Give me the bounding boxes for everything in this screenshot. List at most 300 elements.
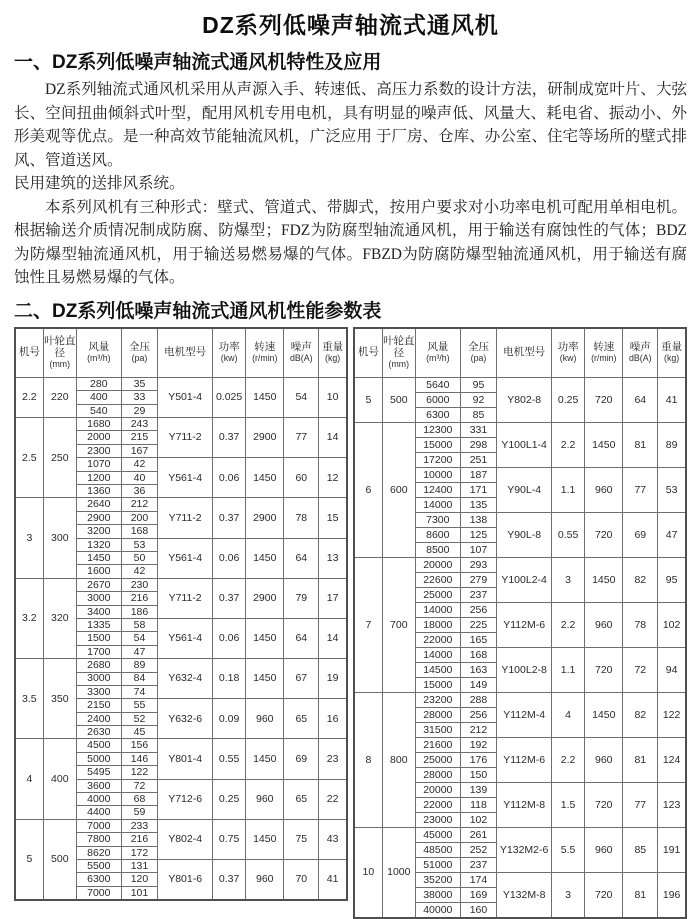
- cell-speed: 1450: [246, 538, 284, 578]
- cell-airflow: 2900: [76, 511, 121, 524]
- cell-diameter: 300: [43, 498, 76, 578]
- cell-machine-no: 4: [15, 739, 43, 819]
- cell-pressure: 74: [121, 685, 158, 698]
- cell-pressure: 212: [121, 498, 158, 511]
- table-row: [354, 422, 686, 437]
- page-title: DZ系列低噪声轴流式通风机: [202, 12, 499, 38]
- cell-noise: 64: [284, 538, 319, 578]
- cell-pressure: 279: [460, 572, 497, 587]
- cell-airflow: 1600: [76, 565, 121, 578]
- table-row: [15, 739, 347, 752]
- cell-motor-model: Y801-6: [158, 859, 213, 900]
- cell-pressure: 261: [460, 827, 497, 842]
- cell-pressure: 168: [460, 647, 497, 662]
- cell-motor-model: Y711-2: [158, 498, 213, 538]
- cell-airflow: 3600: [76, 779, 121, 792]
- col-header-pressure: 全压 (pa): [460, 328, 497, 378]
- cell-airflow: 6300: [415, 407, 460, 422]
- cell-pressure: 146: [121, 752, 158, 765]
- cell-pressure: 256: [460, 707, 497, 722]
- cell-pressure: 85: [460, 407, 497, 422]
- cell-airflow: 2300: [76, 444, 121, 457]
- cell-airflow: 1320: [76, 538, 121, 551]
- cell-motor-model: Y561-4: [158, 458, 213, 498]
- cell-machine-no: 3.2: [15, 578, 43, 658]
- cell-power: 0.06: [213, 458, 246, 498]
- cell-pressure: 192: [460, 737, 497, 752]
- cell-motor-model: Y712-6: [158, 779, 213, 819]
- cell-speed: 960: [585, 602, 623, 647]
- cell-motor-model: Y90L-8: [497, 512, 552, 557]
- cell-noise: 78: [284, 498, 319, 538]
- cell-pressure: 101: [121, 886, 158, 900]
- cell-airflow: 1450: [76, 552, 121, 565]
- cell-pressure: 122: [121, 766, 158, 779]
- cell-noise: 65: [284, 699, 319, 739]
- cell-weight: 41: [319, 859, 347, 900]
- cell-pressure: 72: [121, 779, 158, 792]
- cell-weight: 10: [319, 377, 347, 417]
- cell-motor-model: Y501-4: [158, 377, 213, 417]
- cell-pressure: 216: [121, 592, 158, 605]
- cell-airflow: 17200: [415, 452, 460, 467]
- table-row: [15, 377, 347, 390]
- cell-pressure: 230: [121, 578, 158, 591]
- cell-noise: 60: [284, 458, 319, 498]
- col-header-noise: 噪声 dB(A): [623, 328, 658, 378]
- cell-speed: 720: [585, 782, 623, 827]
- cell-airflow: 22000: [415, 797, 460, 812]
- cell-noise: 69: [623, 512, 658, 557]
- cell-pressure: 233: [121, 819, 158, 832]
- cell-noise: 67: [284, 659, 319, 699]
- cell-airflow: 35200: [415, 872, 460, 887]
- cell-airflow: 22600: [415, 572, 460, 587]
- cell-pressure: 212: [460, 722, 497, 737]
- cell-weight: 122: [658, 692, 686, 737]
- performance-table-right: [353, 327, 687, 919]
- cell-noise: 72: [623, 647, 658, 692]
- col-header-machine-no: 机号: [354, 328, 382, 378]
- cell-pressure: 298: [460, 437, 497, 452]
- cell-pressure: 169: [460, 887, 497, 902]
- cell-weight: 14: [319, 618, 347, 658]
- cell-motor-model: Y711-2: [158, 578, 213, 618]
- cell-noise: 54: [284, 377, 319, 417]
- cell-weight: 16: [319, 699, 347, 739]
- cell-noise: 77: [623, 782, 658, 827]
- cell-diameter: 500: [43, 819, 76, 900]
- cell-motor-model: Y112M-6: [497, 602, 552, 647]
- table-row: [354, 692, 686, 707]
- cell-airflow: 1335: [76, 618, 121, 631]
- cell-machine-no: 5: [15, 819, 43, 900]
- cell-power: 5.5: [552, 827, 585, 872]
- cell-noise: 81: [623, 422, 658, 467]
- cell-pressure: 92: [460, 392, 497, 407]
- cell-machine-no: 7: [354, 557, 382, 692]
- cell-noise: 78: [623, 602, 658, 647]
- cell-pressure: 186: [121, 605, 158, 618]
- cell-pressure: 52: [121, 712, 158, 725]
- cell-pressure: 331: [460, 422, 497, 437]
- cell-speed: 720: [585, 647, 623, 692]
- cell-weight: 94: [658, 647, 686, 692]
- cell-airflow: 7000: [76, 819, 121, 832]
- cell-airflow: 7000: [76, 886, 121, 900]
- cell-diameter: 700: [382, 557, 415, 692]
- cell-weight: 13: [319, 538, 347, 578]
- cell-airflow: 10000: [415, 467, 460, 482]
- cell-weight: 47: [658, 512, 686, 557]
- table-row: [354, 557, 686, 572]
- cell-noise: 85: [623, 827, 658, 872]
- cell-motor-model: Y632-6: [158, 699, 213, 739]
- cell-pressure: 174: [460, 872, 497, 887]
- cell-airflow: 1070: [76, 458, 121, 471]
- cell-airflow: 48500: [415, 842, 460, 857]
- cell-speed: 2900: [246, 578, 284, 618]
- cell-pressure: 135: [460, 497, 497, 512]
- table-row: [15, 498, 347, 511]
- cell-noise: 70: [284, 859, 319, 900]
- cell-pressure: 84: [121, 672, 158, 685]
- cell-pressure: 237: [460, 857, 497, 872]
- cell-pressure: 156: [121, 739, 158, 752]
- cell-motor-model: Y112M-8: [497, 782, 552, 827]
- cell-pressure: 171: [460, 482, 497, 497]
- performance-tables: [14, 327, 687, 916]
- cell-diameter: 500: [382, 377, 415, 422]
- cell-pressure: 163: [460, 662, 497, 677]
- cell-airflow: 38000: [415, 887, 460, 902]
- cell-noise: 65: [284, 779, 319, 819]
- col-header-airflow: 风量 (m³/h): [76, 328, 121, 378]
- cell-power: 0.06: [213, 538, 246, 578]
- cell-noise: 82: [623, 692, 658, 737]
- cell-power: 0.09: [213, 699, 246, 739]
- cell-power: 0.75: [213, 819, 246, 859]
- col-header-airflow: 风量 (m³/h): [415, 328, 460, 378]
- cell-pressure: 165: [460, 632, 497, 647]
- cell-pressure: 59: [121, 806, 158, 819]
- table-row: [15, 659, 347, 672]
- cell-airflow: 2400: [76, 712, 121, 725]
- cell-diameter: 320: [43, 578, 76, 658]
- cell-machine-no: 6: [354, 422, 382, 557]
- cell-pressure: 251: [460, 452, 497, 467]
- cell-weight: 22: [319, 779, 347, 819]
- cell-airflow: 1200: [76, 471, 121, 484]
- cell-airflow: 23000: [415, 812, 460, 827]
- cell-pressure: 237: [460, 587, 497, 602]
- cell-airflow: 7300: [415, 512, 460, 527]
- cell-speed: 1450: [246, 377, 284, 417]
- col-header-diameter: 叶轮直径 (mm): [43, 328, 76, 378]
- cell-speed: 960: [246, 859, 284, 900]
- cell-speed: 1450: [585, 422, 623, 467]
- cell-noise: 64: [623, 377, 658, 422]
- cell-airflow: 4000: [76, 793, 121, 806]
- cell-weight: 191: [658, 827, 686, 872]
- cell-airflow: 2640: [76, 498, 121, 511]
- cell-weight: 123: [658, 782, 686, 827]
- cell-speed: 720: [585, 377, 623, 422]
- cell-pressure: 176: [460, 752, 497, 767]
- cell-weight: 17: [319, 578, 347, 618]
- cell-pressure: 172: [121, 846, 158, 859]
- cell-diameter: 600: [382, 422, 415, 557]
- cell-airflow: 400: [76, 391, 121, 404]
- cell-speed: 720: [585, 872, 623, 918]
- cell-airflow: 28000: [415, 707, 460, 722]
- cell-noise: 64: [284, 618, 319, 658]
- cell-airflow: 280: [76, 377, 121, 390]
- cell-airflow: 1360: [76, 485, 121, 498]
- table-row: [15, 819, 347, 832]
- cell-noise: 81: [623, 872, 658, 918]
- cell-diameter: 1000: [382, 827, 415, 918]
- cell-airflow: 28000: [415, 767, 460, 782]
- cell-airflow: 6300: [76, 873, 121, 886]
- body-paragraph-1: DZ系列轴流式通风机采用从声源入手、转速低、高压力系数的设计方法，研制成宽叶片、大弦长、空间扭曲倾斜式叶型，配用风机专用电机，具有明显的噪声低、风量大、耗电省、振动小、外形美观等优点。是一种高效节能轴流风机，广泛应用 于厂房、仓库、办公室、住宅等场所的壁式排风、管道送风。: [14, 81, 687, 169]
- cell-power: 0.55: [213, 739, 246, 779]
- cell-airflow: 12400: [415, 482, 460, 497]
- cell-diameter: 350: [43, 659, 76, 739]
- cell-airflow: 14000: [415, 497, 460, 512]
- cell-diameter: 250: [43, 418, 76, 498]
- cell-power: 4: [552, 692, 585, 737]
- header-row: [15, 328, 347, 378]
- cell-airflow: 2150: [76, 699, 121, 712]
- cell-airflow: 20000: [415, 557, 460, 572]
- body-paragraph-2: 本系列风机有三种形式：壁式、管道式、带脚式，按用户要求对小功率电机可配用单相电机。根据输送介质情况制成防腐、防爆型；FDZ为防腐型轴流通风机，用于输送有腐蚀性的气体；BDZ为防爆型轴流通风机，用于输送易燃易爆的气体。FBZD为防腐防爆型轴流通风机，用于输送有腐蚀性且易燃易爆的气体。: [14, 198, 687, 287]
- cell-pressure: 288: [460, 692, 497, 707]
- cell-speed: 1450: [246, 739, 284, 779]
- cell-pressure: 120: [121, 873, 158, 886]
- cell-speed: 960: [585, 467, 623, 512]
- cell-pressure: 118: [460, 797, 497, 812]
- cell-airflow: 2680: [76, 659, 121, 672]
- cell-pressure: 47: [121, 645, 158, 658]
- cell-speed: 960: [585, 827, 623, 872]
- cell-pressure: 139: [460, 782, 497, 797]
- cell-power: 2.2: [552, 737, 585, 782]
- col-header-power: 功率 (kw): [213, 328, 246, 378]
- cell-pressure: 54: [121, 632, 158, 645]
- cell-airflow: 45000: [415, 827, 460, 842]
- cell-airflow: 1680: [76, 418, 121, 431]
- cell-speed: 1450: [246, 819, 284, 859]
- cell-machine-no: 10: [354, 827, 382, 918]
- cell-airflow: 40000: [415, 902, 460, 918]
- cell-diameter: 220: [43, 377, 76, 417]
- cell-power: 0.025: [213, 377, 246, 417]
- cell-power: 0.25: [213, 779, 246, 819]
- performance-table-left: [14, 327, 348, 901]
- cell-airflow: 21600: [415, 737, 460, 752]
- cell-speed: 1450: [246, 659, 284, 699]
- col-header-motor-model: 电机型号: [497, 328, 552, 378]
- cell-diameter: 800: [382, 692, 415, 827]
- cell-motor-model: Y132M2-6: [497, 827, 552, 872]
- cell-speed: 960: [585, 737, 623, 782]
- cell-pressure: 243: [121, 418, 158, 431]
- cell-airflow: 18000: [415, 617, 460, 632]
- cell-machine-no: 2.5: [15, 418, 43, 498]
- cell-airflow: 14000: [415, 647, 460, 662]
- cell-airflow: 12300: [415, 422, 460, 437]
- col-header-motor-model: 电机型号: [158, 328, 213, 378]
- cell-pressure: 216: [121, 833, 158, 846]
- cell-motor-model: Y632-4: [158, 659, 213, 699]
- cell-power: 0.18: [213, 659, 246, 699]
- cell-pressure: 42: [121, 565, 158, 578]
- cell-airflow: 3400: [76, 605, 121, 618]
- cell-airflow: 22000: [415, 632, 460, 647]
- cell-motor-model: Y112M-4: [497, 692, 552, 737]
- cell-airflow: 3000: [76, 592, 121, 605]
- cell-airflow: 6000: [415, 392, 460, 407]
- cell-airflow: 51000: [415, 857, 460, 872]
- cell-pressure: 167: [121, 444, 158, 457]
- cell-weight: 43: [319, 819, 347, 859]
- cell-machine-no: 5: [354, 377, 382, 422]
- cell-pressure: 68: [121, 793, 158, 806]
- cell-airflow: 1700: [76, 645, 121, 658]
- cell-weight: 19: [319, 659, 347, 699]
- col-header-weight: 重量 (kg): [658, 328, 686, 378]
- cell-machine-no: 3.5: [15, 659, 43, 739]
- cell-power: 0.37: [213, 418, 246, 458]
- cell-motor-model: Y112M-6: [497, 737, 552, 782]
- cell-power: 2.2: [552, 422, 585, 467]
- cell-machine-no: 8: [354, 692, 382, 827]
- cell-airflow: 25000: [415, 587, 460, 602]
- cell-pressure: 55: [121, 699, 158, 712]
- cell-power: 0.37: [213, 498, 246, 538]
- cell-speed: 960: [246, 699, 284, 739]
- cell-speed: 2900: [246, 418, 284, 458]
- cell-motor-model: Y90L-4: [497, 467, 552, 512]
- col-header-diameter: 叶轮直径 (mm): [382, 328, 415, 378]
- cell-noise: 81: [623, 737, 658, 782]
- cell-speed: 1450: [246, 618, 284, 658]
- cell-pressure: 45: [121, 726, 158, 739]
- cell-pressure: 293: [460, 557, 497, 572]
- cell-pressure: 35: [121, 377, 158, 390]
- cell-weight: 14: [319, 418, 347, 458]
- cell-pressure: 215: [121, 431, 158, 444]
- cell-pressure: 42: [121, 458, 158, 471]
- cell-airflow: 31500: [415, 722, 460, 737]
- cell-noise: 69: [284, 739, 319, 779]
- cell-airflow: 3300: [76, 685, 121, 698]
- col-header-noise: 噪声 dB(A): [284, 328, 319, 378]
- cell-pressure: 50: [121, 552, 158, 565]
- table-row: [354, 377, 686, 392]
- cell-noise: 77: [623, 467, 658, 512]
- cell-power: 1.1: [552, 647, 585, 692]
- cell-pressure: 40: [121, 471, 158, 484]
- cell-airflow: 7800: [76, 833, 121, 846]
- cell-airflow: 3000: [76, 672, 121, 685]
- cell-pressure: 89: [121, 659, 158, 672]
- cell-pressure: 200: [121, 511, 158, 524]
- cell-motor-model: Y561-4: [158, 618, 213, 658]
- cell-airflow: 8600: [415, 527, 460, 542]
- table-row: [15, 578, 347, 591]
- table-row: [15, 418, 347, 431]
- cell-pressure: 58: [121, 618, 158, 631]
- cell-pressure: 29: [121, 404, 158, 417]
- cell-speed: 960: [246, 779, 284, 819]
- cell-weight: 12: [319, 458, 347, 498]
- cell-pressure: 252: [460, 842, 497, 857]
- header-row: [354, 328, 686, 378]
- col-header-power: 功率 (kw): [552, 328, 585, 378]
- cell-pressure: 131: [121, 859, 158, 872]
- cell-pressure: 125: [460, 527, 497, 542]
- cell-motor-model: Y100L2-8: [497, 647, 552, 692]
- cell-power: 3: [552, 557, 585, 602]
- cell-power: 0.37: [213, 578, 246, 618]
- cell-motor-model: Y100L2-4: [497, 557, 552, 602]
- cell-power: 2.2: [552, 602, 585, 647]
- cell-airflow: 5000: [76, 752, 121, 765]
- cell-pressure: 138: [460, 512, 497, 527]
- cell-power: 0.37: [213, 859, 246, 900]
- col-header-pressure: 全压 (pa): [121, 328, 158, 378]
- cell-speed: 1450: [585, 692, 623, 737]
- cell-airflow: 25000: [415, 752, 460, 767]
- col-header-speed: 转速 (r/min): [246, 328, 284, 378]
- cell-motor-model: Y802-8: [497, 377, 552, 422]
- cell-airflow: 540: [76, 404, 121, 417]
- cell-motor-model: Y561-4: [158, 538, 213, 578]
- cell-weight: 124: [658, 737, 686, 782]
- cell-noise: 75: [284, 819, 319, 859]
- cell-motor-model: Y711-2: [158, 418, 213, 458]
- cell-airflow: 1500: [76, 632, 121, 645]
- cell-pressure: 102: [460, 812, 497, 827]
- cell-motor-model: Y100L1-4: [497, 422, 552, 467]
- cell-airflow: 5500: [76, 859, 121, 872]
- cell-machine-no: 2.2: [15, 377, 43, 417]
- cell-power: 0.55: [552, 512, 585, 557]
- body-paragraph-1b: 民用建筑的送排风系统。: [14, 175, 185, 193]
- cell-airflow: 2670: [76, 578, 121, 591]
- cell-pressure: 33: [121, 391, 158, 404]
- cell-pressure: 160: [460, 902, 497, 918]
- cell-airflow: 5495: [76, 766, 121, 779]
- col-header-weight: 重量 (kg): [319, 328, 347, 378]
- section2-heading: 二、DZ系列低噪声轴流式通风机性能参数表: [14, 300, 382, 322]
- cell-power: 1.5: [552, 782, 585, 827]
- cell-pressure: 187: [460, 467, 497, 482]
- cell-power: 0.25: [552, 377, 585, 422]
- cell-airflow: 14000: [415, 602, 460, 617]
- cell-diameter: 400: [43, 739, 76, 819]
- cell-pressure: 225: [460, 617, 497, 632]
- cell-weight: 41: [658, 377, 686, 422]
- cell-power: 1.1: [552, 467, 585, 512]
- cell-power: 0.06: [213, 618, 246, 658]
- cell-weight: 95: [658, 557, 686, 602]
- cell-noise: 79: [284, 578, 319, 618]
- cell-airflow: 14500: [415, 662, 460, 677]
- cell-weight: 15: [319, 498, 347, 538]
